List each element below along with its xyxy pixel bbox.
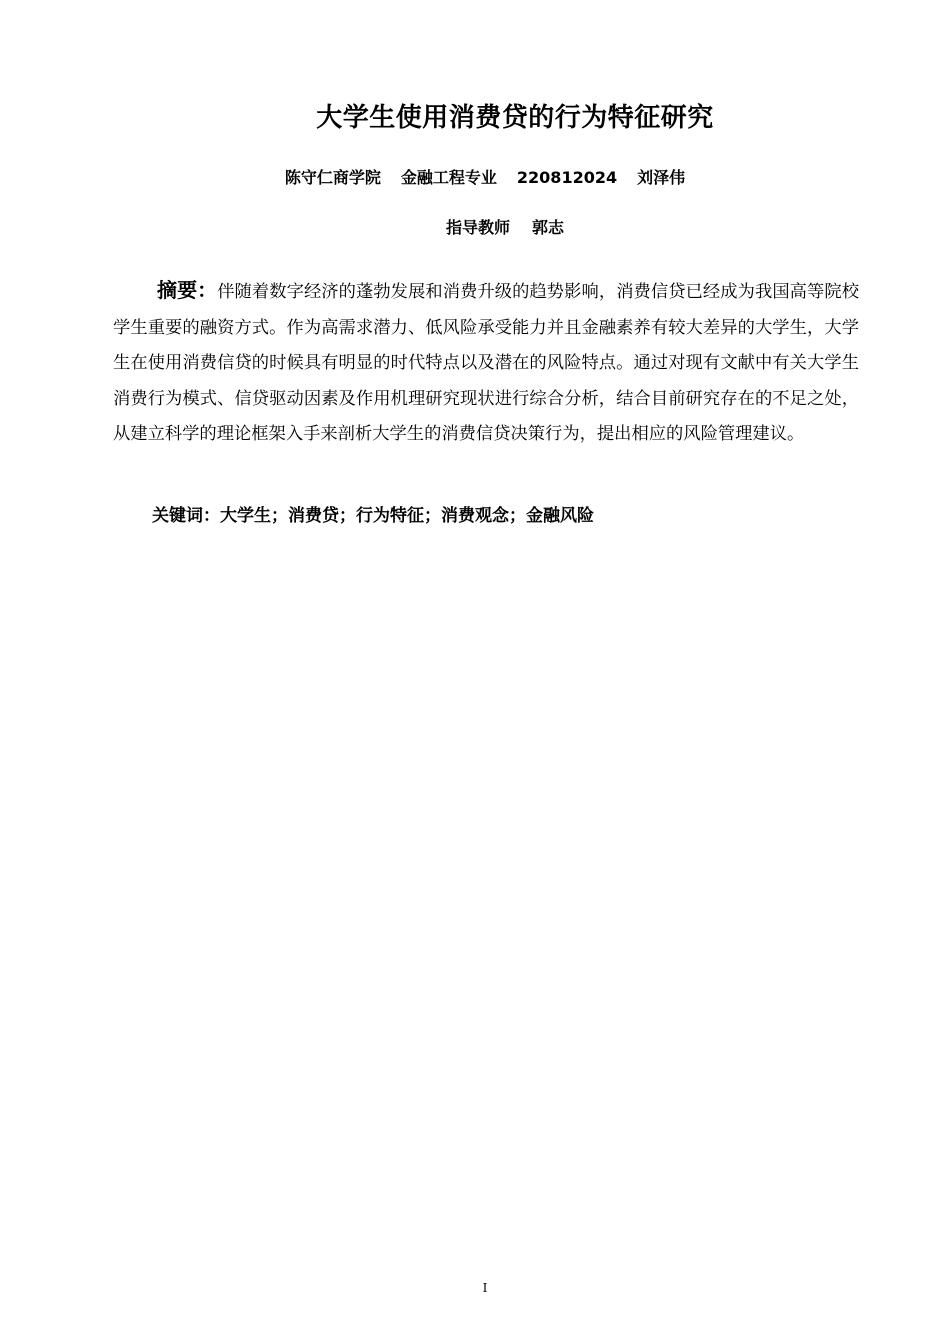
advisor-line [0,214,950,242]
college-name: 陈守仁商学院 [284,168,381,187]
student-id: 220812024 [516,168,618,187]
keywords-text: 大学生；消费贷；行为特征；消费观念；金融风险 [220,506,594,526]
abstract-text: 伴随着数字经济的蓬勃发展和消费升级的趋势影响，消费信贷已经成为我国高等院校学生重要的融资方式。作为高需求潜力、低风险承受能力并且金融素养有较大差异的大学生，大学生在使用消费信贷的时候具有明显的时代特点以及潜在的风险特点。通过对现有文献中有关大学生消费行为模式、信贷驱动因素及作用机理研究现状进行综合分析，结合目前研究存在的不足之处，从建立科学的理论框架入手来剖析大学生的消费信贷决策行为，提出相应的风险管理建议。 [113,282,859,444]
abstract-label: 摘要： [157,278,218,302]
page-number: I [482,1281,488,1295]
keywords-label: 关键词： [152,506,220,526]
major-name: 金融工程专业 [400,168,497,187]
paper-title: 大学生使用消费贷的行为特征研究 [316,103,714,133]
author-byline [0,164,950,192]
advisor-name: 郭志 [532,218,565,237]
abstract-paragraph [113,273,859,453]
keywords-line [152,501,872,531]
advisor-label: 指导教师 [445,218,510,237]
author-name: 刘泽伟 [637,168,686,187]
